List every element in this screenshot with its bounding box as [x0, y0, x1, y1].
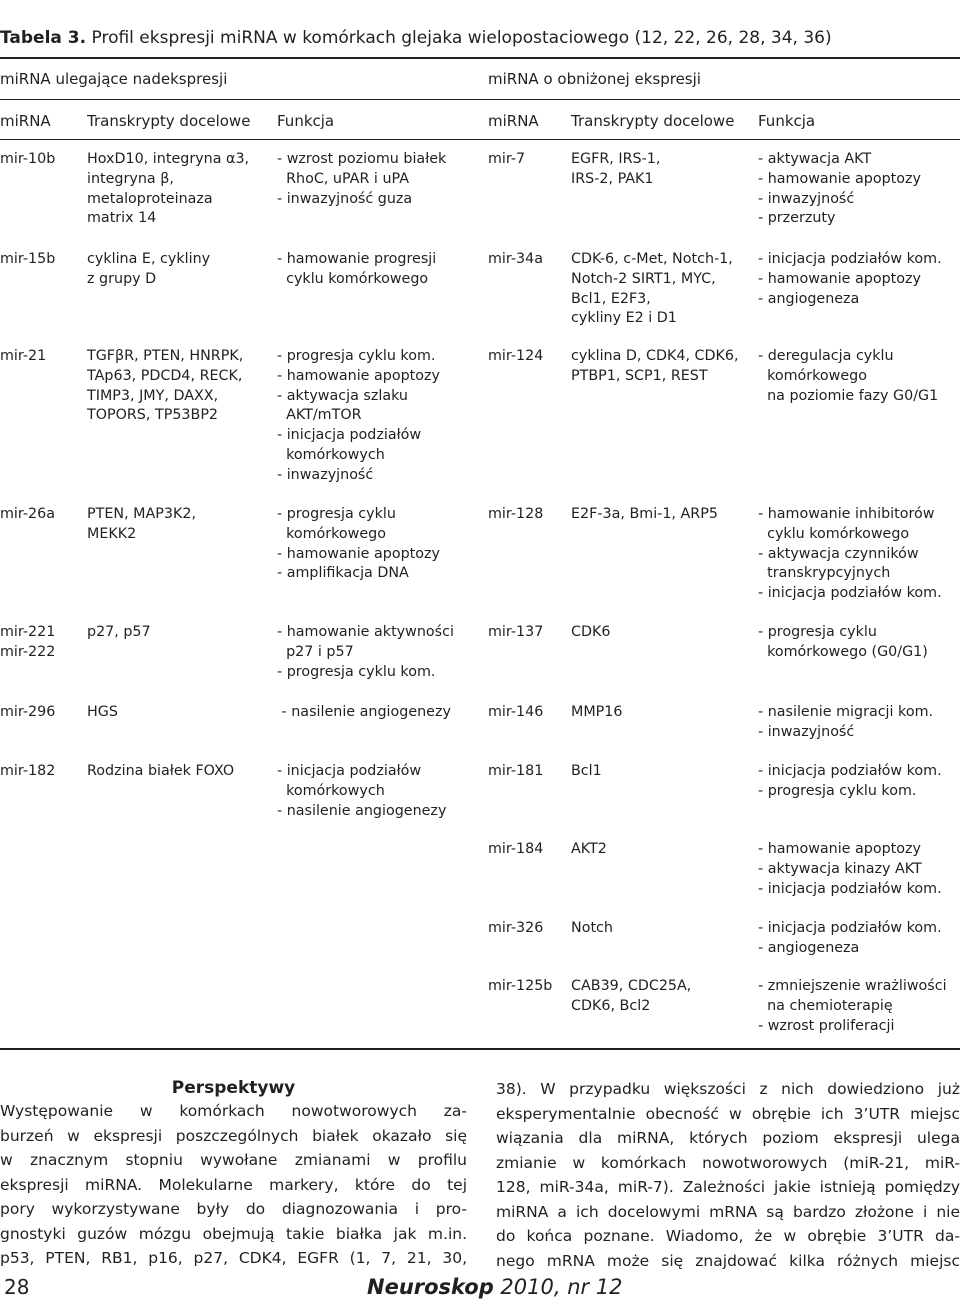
cell-line: Rodzina białek FOXO: [87, 763, 235, 779]
cell-line: p27 i p57: [277, 643, 354, 660]
cell-line: - zmniejszenie wrażliwości: [758, 978, 947, 994]
cell-line: - progresja cyklu: [758, 624, 877, 640]
cell-line: na chemioterapię: [758, 997, 893, 1014]
cell-line: mir-128: [488, 506, 544, 522]
right-column-text: [496, 1077, 960, 1273]
cell-line: CAB39, CDC25A,: [571, 978, 692, 994]
cell-mirna-left: [0, 703, 55, 723]
cell-line: mir-137: [488, 624, 544, 640]
cell-mirna-left: [0, 150, 55, 170]
cell-line: - hamowanie apoptozy: [758, 170, 922, 187]
cell-targets-right: [571, 703, 622, 723]
cell-function-right: [758, 703, 933, 743]
cell-function-right: [758, 150, 921, 229]
text-line: w znacznym stopniu wywołane zmianami w profilu: [0, 1151, 467, 1169]
cell-line: TGFβR, PTEN, HNRPK,: [87, 348, 244, 364]
header-function-left: Funkcja: [277, 112, 335, 130]
cell-line: E2F-3a, Bmi-1, ARP5: [571, 506, 718, 522]
cell-mirna-right: [488, 840, 543, 860]
cell-line: HGS: [87, 704, 118, 720]
cell-line: - aktywacja czynników: [758, 545, 919, 562]
cell-function-right: [758, 919, 942, 959]
text-line: zmianie w komórkach nowotworowych (miR-21, miR-: [496, 1153, 960, 1172]
text-line: nego mRNA może się znajdować kilka różnych miejsc: [496, 1251, 960, 1270]
cell-line: MMP16: [571, 704, 623, 720]
cell-mirna-right: [488, 505, 543, 525]
cell-line: - inwazyjność guza: [277, 190, 413, 207]
cell-targets-left: [87, 703, 118, 723]
journal-issue: 2010, nr 12: [493, 1275, 623, 1299]
cell-mirna-right: [488, 150, 525, 170]
cell-function-right: [758, 250, 942, 309]
text-line: do końca poznane. Wiadomo, że w obrębie 3’UTR da-: [496, 1227, 960, 1245]
cell-line: TAp63, PDCD4, RECK,: [87, 367, 243, 384]
perspektywy-section: [0, 1077, 467, 1271]
cell-line: - inicjacja podziałów: [277, 427, 422, 444]
cell-line: - hamowanie apoptozy: [758, 841, 922, 857]
cell-line: EGFR, IRS-1,: [571, 151, 661, 167]
cell-targets-right: [571, 150, 660, 190]
cell-line: Bcl1, E2F3,: [571, 290, 651, 307]
cell-line: - hamowanie apoptozy: [758, 270, 922, 287]
cell-line: mir-34a: [488, 251, 543, 267]
cell-line: mir-181: [488, 763, 544, 779]
cell-line: komórkowego: [277, 525, 386, 542]
cell-function-left: [277, 623, 454, 682]
cell-mirna-right: [488, 250, 543, 270]
cell-line: - progresja cyklu kom.: [277, 348, 436, 364]
cell-line: mir-7: [488, 151, 526, 167]
table-top-rule: [0, 57, 960, 59]
cell-line: AKT/mTOR: [277, 407, 362, 424]
cell-targets-right: [571, 505, 718, 525]
cell-mirna-left: [0, 623, 55, 663]
cell-function-right: [758, 977, 947, 1036]
cell-line: - angiogeneza: [758, 939, 860, 956]
text-line: 128, miR-34a, miR-7). Zależności jakie istnieją pomiędzy: [496, 1178, 960, 1196]
cell-line: cyklina D, CDK4, CDK6,: [571, 348, 739, 364]
cell-line: mir-326: [488, 920, 544, 936]
cell-line: komórkowego (G0/G1): [758, 643, 928, 660]
cell-targets-right: [571, 762, 602, 782]
group-rule: [0, 99, 960, 100]
cell-mirna-right: [488, 347, 543, 367]
cell-line: mir-221: [0, 624, 56, 640]
cell-targets-right: [571, 623, 610, 643]
cell-line: - progresja cyklu kom.: [277, 663, 436, 680]
cell-line: matrix 14: [87, 210, 157, 227]
text-line: wiązania dla miRNA, których poziom ekspresji ulega: [496, 1129, 960, 1147]
cell-function-right: [758, 840, 942, 899]
cell-line: TOPORS, TP53BP2: [87, 407, 219, 424]
right-column: [496, 1077, 960, 1273]
cell-targets-right: [571, 919, 613, 939]
cell-line: mir-15b: [0, 251, 56, 267]
cell-line: - hamowanie progresji: [277, 251, 437, 267]
header-mirna-left: miRNA: [0, 112, 51, 130]
cell-line: IRS-2, PAK1: [571, 170, 654, 187]
cell-line: z grupy D: [87, 270, 157, 287]
cell-line: transkrypcyjnych: [758, 565, 891, 582]
table-caption: [0, 28, 960, 48]
cell-line: komórkowego: [758, 367, 867, 384]
cell-line: - nasilenie angiogenezy: [277, 704, 451, 720]
page-number: 28: [4, 1275, 30, 1299]
cell-line: - angiogeneza: [758, 290, 860, 307]
cell-line: - inicjacja podziałów kom.: [758, 763, 942, 779]
cell-targets-left: [87, 150, 249, 229]
cell-mirna-left: [0, 347, 46, 367]
cell-line: PTEN, MAP3K2,: [87, 506, 197, 522]
cell-targets-left: [87, 623, 151, 643]
cell-line: mir-184: [488, 841, 544, 857]
cell-line: - przerzuty: [758, 210, 836, 227]
cell-line: mir-222: [0, 643, 56, 660]
cell-line: cyklu komórkowego: [758, 525, 910, 542]
text-line: pory wykorzystywane były do diagnozowania i pro-: [0, 1200, 467, 1218]
group-underexpressed: miRNA o obniżonej ekspresji: [488, 70, 701, 88]
cell-line: CDK6: [571, 624, 611, 640]
cell-line: - aktywacja kinazy AKT: [758, 860, 922, 877]
cell-line: cykliny E2 i D1: [571, 310, 677, 327]
cell-function-right: [758, 762, 942, 802]
table-caption-text: Profil ekspresji miRNA w komórkach glejaka wielopostaciowego (12, 22, 26, 28, 34, 36): [91, 28, 832, 48]
cell-line: mir-182: [0, 763, 56, 779]
cell-line: AKT2: [571, 841, 607, 857]
cell-function-right: [758, 347, 938, 406]
cell-line: - aktywacja AKT: [758, 151, 872, 167]
cell-function-left: [277, 703, 451, 723]
text-line: miRNA a ich docelowymi mRNA są bardzo złożone i nie: [496, 1202, 960, 1221]
table-bottom-rule: [0, 1048, 960, 1050]
cell-mirna-right: [488, 762, 543, 782]
cell-line: mir-125b: [488, 978, 553, 994]
cell-mirna-right: [488, 977, 552, 997]
cell-line: - inicjacja podziałów: [277, 763, 422, 779]
cell-line: - amplifikacja DNA: [277, 565, 409, 582]
cell-targets-left: [87, 505, 196, 545]
cell-line: mir-26a: [0, 506, 55, 522]
left-column-text: [0, 1099, 467, 1271]
header-function-right: Funkcja: [758, 112, 816, 130]
cell-targets-right: [571, 347, 739, 387]
cell-line: - wzrost proliferacji: [758, 1017, 895, 1034]
cell-function-left: [277, 150, 446, 209]
cell-function-left: [277, 505, 440, 584]
text-line: Występowanie w komórkach nowotworowych za-: [0, 1102, 467, 1120]
text-line: p53, PTEN, RB1, p16, p27, CDK4, EGFR (1, 7, 21, 30,: [0, 1249, 467, 1267]
header-targets-right: Transkrypty docelowe: [571, 112, 735, 130]
cell-mirna-right: [488, 623, 543, 643]
cell-function-left: [277, 762, 446, 821]
cell-line: integryna β,: [87, 170, 174, 187]
group-overexpressed: miRNA ulegające nadekspresji: [0, 70, 228, 88]
text-line: ekspresji miRNA. Molekularne markery, które do tej: [0, 1175, 467, 1194]
cell-function-right: [758, 505, 942, 604]
cell-line: komórkowych: [277, 446, 385, 463]
cell-line: TIMP3, JMY, DAXX,: [87, 387, 219, 404]
cell-line: - progresja cyklu: [277, 506, 396, 522]
cell-line: Notch: [571, 920, 613, 936]
cell-line: RhoC, uPAR i uPA: [277, 170, 409, 187]
section-heading: Perspektywy: [171, 1078, 296, 1098]
cell-line: MEKK2: [87, 525, 137, 542]
cell-function-right: [758, 623, 928, 663]
cell-line: CDK6, Bcl2: [571, 997, 651, 1014]
cell-line: mir-124: [488, 348, 544, 364]
cell-mirna-right: [488, 703, 543, 723]
cell-line: - inicjacja podziałów kom.: [758, 920, 942, 936]
text-line: eksperymentalnie obecność w obrębie ich 3’UTR miejsc: [496, 1104, 960, 1123]
cell-line: - wzrost poziomu białek: [277, 151, 447, 167]
header-rule: [0, 139, 960, 140]
cell-mirna-left: [0, 250, 55, 270]
cell-line: - inwazyjność: [758, 190, 855, 207]
cell-line: PTBP1, SCP1, REST: [571, 367, 708, 384]
cell-line: CDK-6, c-Met, Notch-1,: [571, 251, 733, 267]
cell-line: Bcl1: [571, 763, 602, 779]
cell-line: - inwazyjność: [758, 723, 855, 740]
cell-line: - progresja cyklu kom.: [758, 782, 917, 799]
header-mirna-right: miRNA: [488, 112, 539, 130]
cell-mirna-left: [0, 505, 55, 525]
cell-function-left: [277, 347, 440, 486]
cell-line: mir-10b: [0, 151, 56, 167]
text-line: 38). W przypadku większości z nich dowiedziono już: [496, 1080, 960, 1098]
journal-footer: [367, 1275, 623, 1299]
cell-line: HoxD10, integryna α3,: [87, 151, 250, 167]
cell-targets-right: [571, 840, 607, 860]
cell-line: - hamowanie aktywności: [277, 624, 454, 640]
cell-line: - hamowanie apoptozy: [277, 367, 441, 384]
journal-name: Neuroskop: [367, 1275, 494, 1299]
cell-line: - nasilenie migracji kom.: [758, 704, 934, 720]
cell-targets-right: [571, 250, 733, 329]
cell-line: na poziomie fazy G0/G1: [758, 387, 939, 404]
text-line: burzeń w ekspresji poszczególnych białek okazało się: [0, 1126, 467, 1145]
table-caption-label: Tabela 3.: [0, 28, 87, 48]
cell-targets-right: [571, 977, 691, 1017]
cell-line: - inicjacja podziałów kom.: [758, 585, 942, 602]
cell-line: komórkowych: [277, 782, 385, 799]
cell-line: - nasilenie angiogenezy: [277, 802, 447, 819]
cell-line: - inicjacja podziałów kom.: [758, 880, 942, 897]
cell-line: - hamowanie apoptozy: [277, 545, 441, 562]
cell-line: p27, p57: [87, 624, 151, 640]
text-line: gnostyki guzów mózgu obejmują takie białka jak m.in.: [0, 1224, 467, 1243]
cell-line: mir-21: [0, 348, 47, 364]
cell-targets-left: [87, 250, 210, 290]
cell-line: cyklina E, cykliny: [87, 251, 211, 267]
cell-line: metaloproteinaza: [87, 190, 213, 207]
cell-mirna-left: [0, 762, 55, 782]
cell-line: mir-296: [0, 704, 56, 720]
cell-mirna-right: [488, 919, 543, 939]
cell-line: cyklu komórkowego: [277, 270, 429, 287]
cell-line: - inwazyjność: [277, 466, 374, 483]
header-targets-left: Transkrypty docelowe: [87, 112, 251, 130]
cell-line: - deregulacja cyklu: [758, 348, 894, 364]
cell-targets-left: [87, 762, 234, 782]
cell-line: mir-146: [488, 704, 544, 720]
cell-line: Notch-2 SIRT1, MYC,: [571, 270, 716, 287]
cell-line: - inicjacja podziałów kom.: [758, 251, 942, 267]
cell-function-left: [277, 250, 436, 290]
cell-targets-left: [87, 347, 243, 426]
cell-line: - hamowanie inhibitorów: [758, 506, 935, 522]
cell-line: - aktywacja szlaku: [277, 387, 408, 404]
